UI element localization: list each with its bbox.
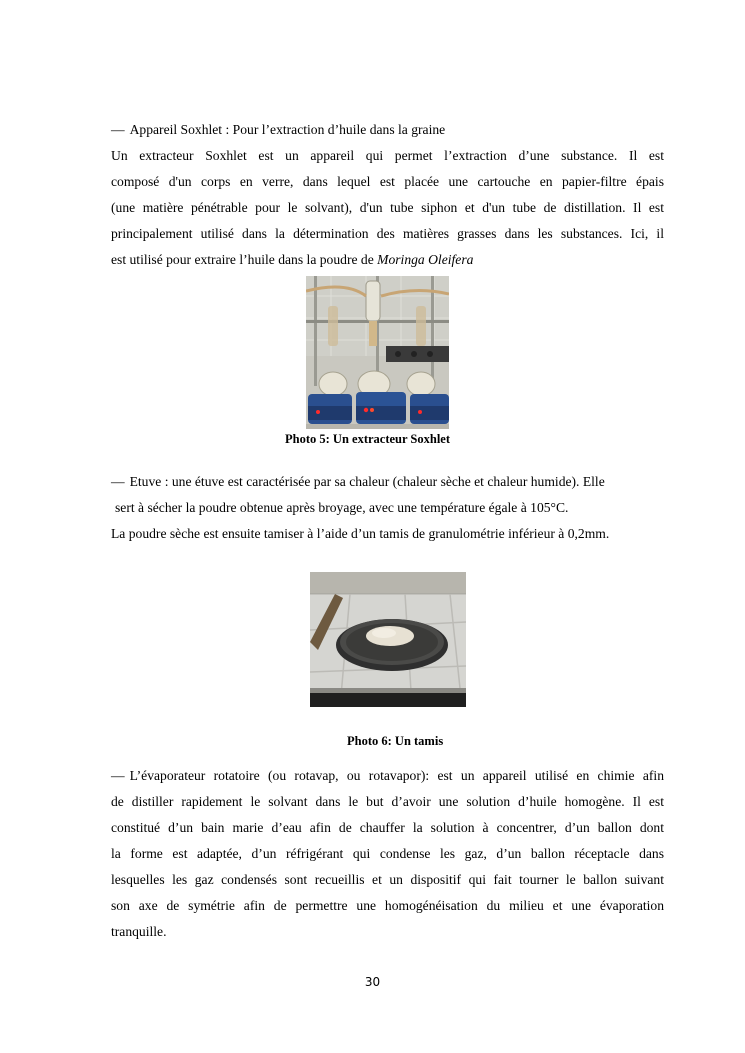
soxhlet-paragraph-line-1: Un extracteur Soxhlet est un appareil qui permet l’extraction d’une substance. Il est: [111, 148, 664, 163]
rotavap-line-1: [111, 767, 664, 784]
photo-6-caption: Photo 6: Un tamis: [347, 734, 444, 748]
etuve-line-3: La poudre sèche est ensuite tamiser à l’aide d’un tamis de granulométrie inférieur à 0,2mm.: [111, 526, 610, 541]
etuve-line-1-text: Etuve : une étuve est caractérisée par sa chaleur (chaleur sèche et chaleur humide). Elle: [129, 474, 605, 489]
rotavap-line-1-text: L’évaporateur rotatoire (ou rotavap, ou rotavapor): est un appareil utilisé en chimie afin: [129, 768, 664, 783]
soxhlet-heading-text: Appareil Soxhlet : Pour l’extraction d’huile dans la graine: [129, 122, 446, 137]
soxhlet-paragraph-line-5: [111, 251, 664, 268]
species-name: Moringa Oleifera: [377, 252, 474, 267]
soxhlet-paragraph-line-4: principalement utilisé dans la détermination des matières grasses dans les substances. Ici, il: [111, 226, 664, 241]
page-number: 30: [364, 975, 381, 989]
soxhlet-photo: [306, 276, 449, 429]
rotavap-line-2: de distiller rapidement le solvant dans le but d’avoir une solution d’huile homogène. Il est: [111, 794, 664, 809]
etuve-line-1: [111, 473, 664, 490]
soxhlet-paragraph-line-3: (une matière pénétrable pour le solvant), d'un tube siphon et d'un tube de distillation. Il est: [111, 200, 664, 215]
soxhlet-last-line-text: est utilisé pour extraire l’huile dans la poudre de: [111, 252, 378, 267]
sieve-photo: [310, 572, 466, 707]
em-dash-bullet: —: [111, 474, 125, 489]
soxhlet-paragraph-line-2: composé d'un corps en verre, dans lequel est placée une cartouche en papier-filtre épais: [111, 174, 664, 189]
rotavap-line-7: tranquille.: [111, 924, 167, 939]
soxhlet-heading: [111, 121, 664, 138]
rotavap-line-6: son axe de symétrie afin de permettre une homogénéisation du milieu et une évaporation: [111, 898, 664, 913]
em-dash-bullet: —: [111, 122, 125, 137]
rotavap-line-4: la forme est adaptée, d’un réfrigérant qui condense les gaz, d’un ballon réceptacle dans: [111, 846, 664, 861]
photo-5-caption: Photo 5: Un extracteur Soxhlet: [285, 432, 451, 446]
em-dash-bullet: —: [111, 768, 125, 783]
rotavap-line-3: constitué d’un bain marie d’eau afin de chauffer la solution à concentrer, d’un ballon dont: [111, 820, 664, 835]
rotavap-line-5: lesquelles les gaz condensés sont recueillis et un dispositif qui fait tourner le ballon suivant: [111, 872, 664, 887]
etuve-line-2: sert à sécher la poudre obtenue après broyage, avec une température égale à 105°C.: [115, 500, 569, 515]
